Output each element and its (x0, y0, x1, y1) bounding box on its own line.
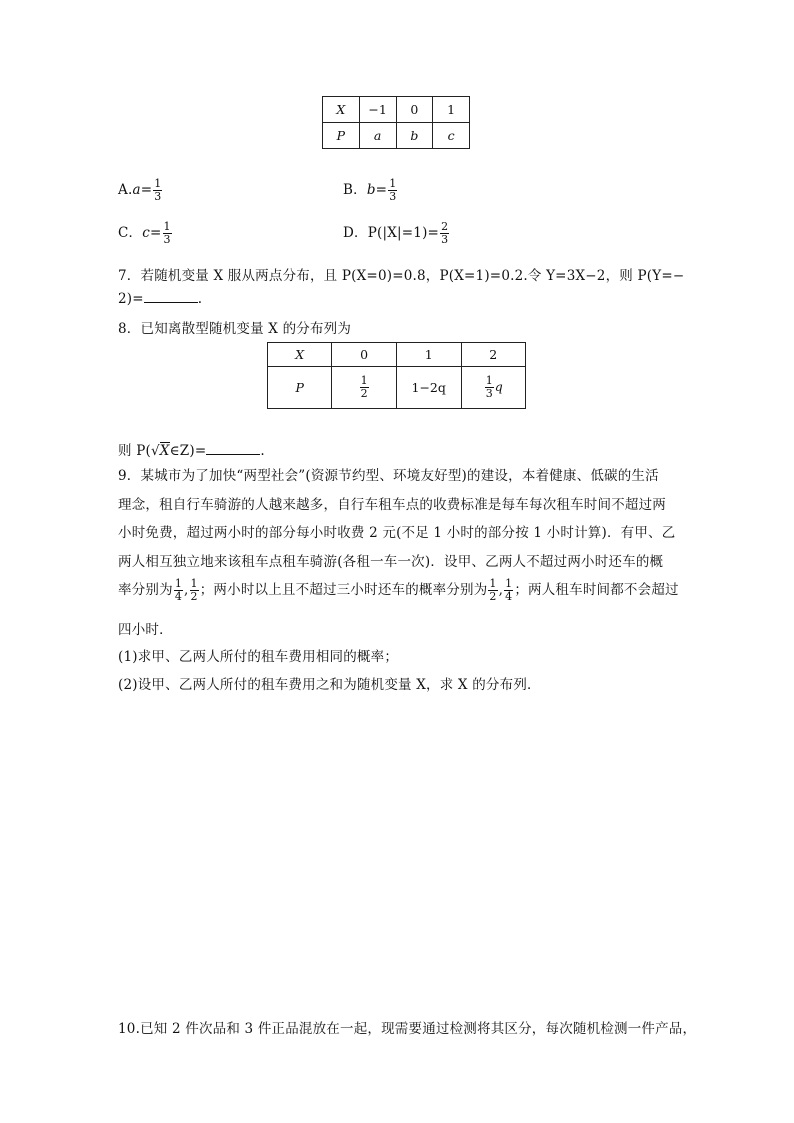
option-d: D．P(|X|=1)= $\frac{2}{3}$ (343, 220, 449, 246)
table2-header-x: X (268, 343, 332, 367)
answer-blank (206, 442, 260, 455)
q9-line-3: 小时免费，超过两小时的部分每小时收费 2 元(不足 1 小时的部分按 1 小时计算)．有甲、乙 (118, 525, 676, 541)
table1-header-x: X (323, 97, 360, 123)
q9-line-4: 两人相互独立地来该租车点租车骑游(各租一车一次)．设甲、乙两人不超过两小时还车的概 (118, 554, 664, 570)
table1-cell: a (359, 123, 396, 149)
distribution-table-2 (267, 342, 526, 409)
q9-line-6: 四小时． (118, 622, 173, 638)
distribution-table-1 (322, 96, 470, 149)
q7-line-2: 2)= . (118, 291, 203, 307)
q9-part-1: (1)求甲、乙两人所付的租车费用相同的概率； (118, 649, 399, 665)
option-a: A.a= $\frac{1}{3}$ (118, 177, 162, 203)
table2-header-val: 0 (332, 343, 396, 367)
table1-cell: c (433, 123, 470, 149)
q9-line-2: 理念，租自行车骑游的人越来越多，自行车租车点的收费标准是每车每次租车时间不超过两 (118, 497, 666, 513)
q7-line-1: 7．若随机变量 X 服从两点分布，且 P(X=0)=0.8，P(X=1)=0.2.令 Y=3X−2，则 P(Y=− (118, 268, 685, 284)
q9-part-2: (2)设甲、乙两人所付的租车费用之和为随机变量 X，求 X 的分布列． (118, 677, 541, 693)
q9-line-1: 9．某城市为了加快“两型社会”(资源节约型、环境友好型)的建设，本着健康、低碳的生活 (118, 468, 659, 484)
table2-cell: $\frac{1}{3}$ q (461, 367, 525, 409)
table2-cell: 1−2q (396, 367, 461, 409)
option-c: C．c= $\frac{1}{3}$ (118, 220, 171, 246)
table2-header-val: 1 (396, 343, 461, 367)
q8-result: 则 P(√X∈Z)= . (118, 443, 265, 459)
table1-header-val: −1 (359, 97, 396, 123)
answer-blank (144, 290, 198, 303)
q9-line-5: 率分别为 $\frac{1}{4}$ , $\frac{1}{2}$ ；两小时以上且不超过三小时还车的概率分别为 $\frac{1}{2}$ , $\frac{1}{4}$ ；两人租车时间都不会超过 (118, 577, 679, 603)
option-b: B．b= $\frac{1}{3}$ (343, 177, 397, 203)
q8-intro: 8．已知离散型随机变量 X 的分布列为 (118, 321, 352, 337)
table1-row-p: P (323, 123, 360, 149)
table1-cell: b (396, 123, 433, 149)
table1-header-val: 0 (396, 97, 433, 123)
table2-header-val: 2 (461, 343, 525, 367)
q10-line-1: 10.已知 2 件次品和 3 件正品混放在一起，现需要通过检测将其区分，每次随机检测一件产品， (118, 1021, 697, 1037)
table2-row-p: P (268, 367, 332, 409)
table1-header-val: 1 (433, 97, 470, 123)
table2-cell: $\frac{1}{2}$ (332, 367, 396, 409)
